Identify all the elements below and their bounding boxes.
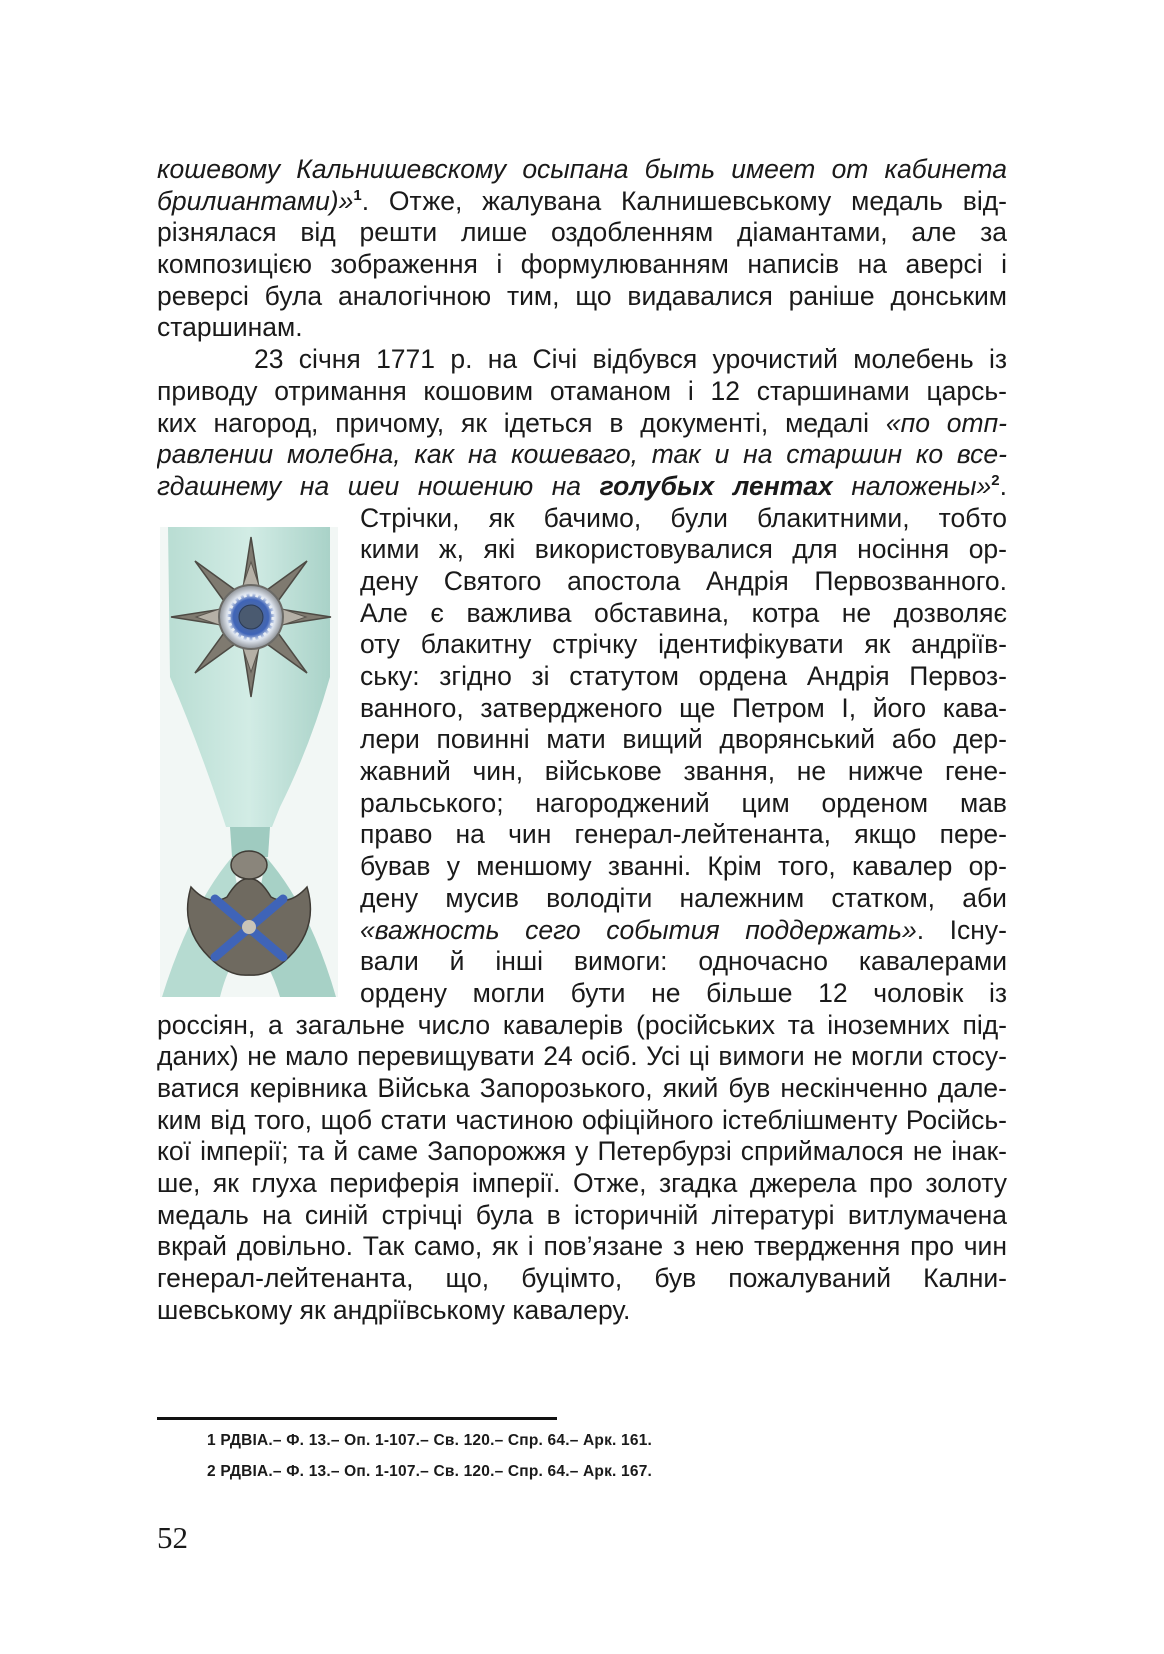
text-line: композицією зображення і формулюванням написів на аверсі і [157, 249, 1007, 280]
text-line: генерал-лейтенанта, що, буцімто, був пожалуваний Кални- [157, 1263, 1007, 1294]
text-line: медаль на синій стрічці була в історичній літературі витлумачена [157, 1199, 1007, 1230]
text-line: дену Святого апостола Андрія Первозванного. [360, 565, 1007, 596]
text-line: оту блакитну стрічку ідентифікувати як андріїв- [360, 629, 1007, 660]
text-line: ких нагород, причому, як ідеться в документі, медалі «по отп- [157, 407, 1007, 438]
text-line: вали й інші вимоги: одночасно кавалерами [360, 946, 1007, 977]
text-line: право на чин генерал-лейтенанта, якщо пере- [360, 819, 1007, 850]
text-line: ватися керівника Війська Запорозького, який був нескінченно дале- [157, 1072, 1007, 1103]
footnote-2: 2 РДВІА.– Ф. 13.– Оп. 1-107.– Св. 120.– Спр. 64.– Арк. 167. [207, 1463, 653, 1480]
footnote-separator [157, 1417, 557, 1420]
text-line: кої імперії; та й саме Запорожжя у Петербурзі сприймалося не інак- [157, 1136, 1007, 1167]
text-line: россіян, а загальне число кавалерів (російських та іноземних під- [157, 1009, 1007, 1040]
text-line: реверсі була аналогічною тим, що видавалися раніше донським [157, 280, 1007, 311]
footnote-ref-1[interactable]: 1 [353, 186, 362, 204]
footnote-1: 1 РДВІА.– Ф. 13.– Оп. 1-107.– Св. 120.– Спр. 64.– Арк. 161. [207, 1432, 653, 1449]
page-number: 52 [157, 1520, 188, 1555]
text-line: даних) не мало перевищувати 24 осіб. Усі ці вимоги не могли стосу- [157, 1041, 1007, 1072]
text-line: ральського; нагороджений цим орденом мав [360, 787, 1007, 818]
text-line: жавний чин, військове звання, не нижче гене- [360, 756, 1007, 787]
text-line: старшинам. [157, 312, 303, 343]
text-line: равлении молебна, как на кошеваго, так и на старшин ко все- [157, 439, 1007, 470]
star-icon [171, 537, 331, 697]
text-line: ким від того, щоб стати частиною офіційного істеблішменту Російсь- [157, 1104, 1007, 1135]
text-line: різнялася від решти лише оздобленням діамантами, але за [157, 217, 1007, 248]
text-line: ше, як глуха периферія імперії. Отже, згадка джерела про золоту [157, 1168, 1007, 1198]
text-line: Але є важлива обставина, котра не дозволяє [360, 597, 1007, 628]
text-line: приводу отримання кошовим отаманом і 12 старшинами царсь- [157, 375, 1007, 406]
text-line: Стрічки, як бачимо, були блакитними, тобто [360, 502, 1007, 533]
text-line: брилиантами)»$^1$. Отже, жалувана Калнишевському медаль від- [157, 185, 1007, 216]
text-line: ордену могли бути не більше 12 чоловік із [360, 977, 1007, 1008]
text-line: вкрай довільно. Так само, як і пов’язане з нею твердження про чин [157, 1231, 1007, 1262]
text-line: дену мусив володіти належним статком, аби [360, 882, 1007, 913]
emphasis-blue-ribbons: голубых лентах [599, 470, 833, 501]
text-line: шевському як андріївському кавалеру. [157, 1294, 631, 1325]
order-illustration [160, 527, 338, 997]
order-of-st-andrew-photo [160, 527, 338, 997]
text-line: кими ж, які використовувалися для носіння ор- [360, 534, 1007, 565]
text-line: гдашнему на шеи ношению на голубых лентах наложены»$^2$. [157, 470, 1007, 501]
text-line: бував у меншому званні. Крім того, кавалер ор- [360, 851, 1007, 882]
footnote-ref-2[interactable]: 2 [991, 471, 1000, 489]
text-line: лери повинні мати вищий дворянський або дер- [360, 724, 1007, 755]
text-line: ванного, затвердженого ще Петром І, його кава- [360, 692, 1007, 723]
text-line: «важность сего события поддержать». Існу- [360, 914, 1007, 945]
text-line: кошевому Кальнишевскому осыпана быть имеет от кабинета [157, 154, 1007, 184]
paragraph-start: 23 січня 1771 р. на Січі відбувся урочистий молебень із [254, 344, 1007, 375]
text-line: ську: згідно зі статутом ордена Андрія Первоз- [360, 661, 1007, 691]
